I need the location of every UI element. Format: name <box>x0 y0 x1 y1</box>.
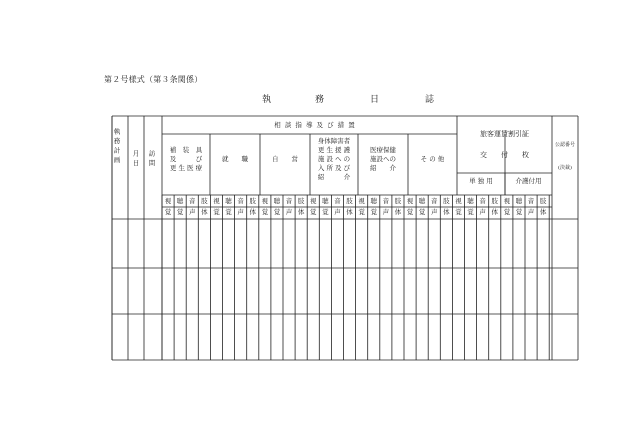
disability-label: 音 <box>237 197 244 205</box>
group-header-line: 就 職 <box>222 154 248 163</box>
disability-label: 肢 <box>394 197 402 205</box>
group-header-line: 施 設 へ の <box>317 154 351 163</box>
group-header-line: 紹 介 <box>317 172 351 181</box>
group-header-line: 施設への <box>370 154 396 163</box>
disability-label: 覚 <box>503 208 511 216</box>
form-number-label: 第２号様式（第３条関係） <box>104 75 203 84</box>
disability-label: 肢 <box>443 197 450 205</box>
disability-label: 覚 <box>273 208 281 216</box>
disability-label: 覚 <box>406 208 414 216</box>
disability-label: 覚 <box>358 208 365 216</box>
disability-label: 聴 <box>370 197 377 205</box>
remarks-header: 公認番号 <box>554 142 575 148</box>
disability-label: 聴 <box>225 197 232 205</box>
disability-label: 体 <box>443 208 450 216</box>
disability-label: 覚 <box>370 208 377 216</box>
disability-label: 声 <box>527 208 535 216</box>
disability-label: 視 <box>406 197 414 205</box>
disability-label: 音 <box>334 197 341 205</box>
disability-label: 視 <box>503 197 511 205</box>
solo-use-header: 単 独 用 <box>469 177 493 185</box>
disability-label: 覚 <box>467 208 474 216</box>
visit-column-header: 訪問 <box>147 150 156 169</box>
consultation-group-header: 相 談 指 導 及 び 措 置 <box>274 121 356 129</box>
disability-label: 覚 <box>322 208 329 216</box>
document-title-char-3: 日 <box>370 95 380 105</box>
disability-label: 音 <box>527 197 535 205</box>
disability-label: 肢 <box>539 197 547 205</box>
disability-label: 肢 <box>297 197 305 205</box>
disability-label: 視 <box>358 197 365 205</box>
disability-label: 覚 <box>225 208 232 216</box>
caregiver-use-header: 介護付用 <box>515 177 542 185</box>
group-header-line: 紹 介 <box>370 163 396 172</box>
month-day-column-header: 月日 <box>131 150 140 169</box>
disability-label: 肢 <box>249 197 256 205</box>
group-header-line: 更 生 医 療 <box>169 163 203 172</box>
group-header-line: 自 営 <box>272 154 298 163</box>
disability-label: 覚 <box>261 208 269 216</box>
remarks-header-2: (決裁) <box>558 165 572 171</box>
document-title-char-4: 誌 <box>425 95 435 105</box>
group-header-line: 補 装 具 <box>169 145 203 154</box>
group-header-line: そ の 他 <box>420 154 445 163</box>
group-header-line: 更 生 援 護 <box>317 145 351 154</box>
plan-column-header: 執務計画 <box>112 128 121 166</box>
disability-label: 視 <box>213 197 220 205</box>
disability-label: 声 <box>237 208 244 216</box>
disability-label: 覚 <box>309 208 317 216</box>
disability-label: 覚 <box>164 208 172 216</box>
document-title-char-1: 執 <box>262 95 272 105</box>
disability-label: 視 <box>309 197 317 205</box>
disability-label: 覚 <box>213 208 220 216</box>
disability-label: 覚 <box>515 208 523 216</box>
group-header-line: 医療保健 <box>370 145 396 154</box>
disability-label: 聴 <box>467 197 474 205</box>
group-header-line: 及 び <box>169 154 203 163</box>
disability-label: 聴 <box>322 197 329 205</box>
fare-discount-header: 旅客運賃割引証 <box>480 130 529 138</box>
disability-label: 体 <box>201 208 208 216</box>
disability-label: 声 <box>382 208 390 216</box>
disability-label: 肢 <box>491 197 498 205</box>
disability-label: 体 <box>249 208 256 216</box>
disability-label: 体 <box>539 208 547 216</box>
disability-label: 体 <box>491 208 498 216</box>
disability-label: 視 <box>164 197 172 205</box>
disability-label: 声 <box>334 208 341 216</box>
disability-label: 音 <box>430 197 438 205</box>
disability-label: 声 <box>479 208 486 216</box>
document-title-char-2: 務 <box>315 95 325 105</box>
disability-label: 肢 <box>201 197 208 205</box>
disability-label: 視 <box>455 197 462 205</box>
disability-label: 音 <box>188 197 196 205</box>
group-header-line: 身体障害者 <box>317 136 351 145</box>
disability-label: 覚 <box>455 208 462 216</box>
disability-label: 聴 <box>273 197 281 205</box>
disability-label: 視 <box>261 197 269 205</box>
fare-discount-header-2: 交 付 枚 <box>480 151 529 159</box>
disability-label: 聴 <box>515 197 523 205</box>
disability-label: 音 <box>285 197 293 205</box>
disability-label: 声 <box>188 208 196 216</box>
group-header-line: 入 所 及 び <box>317 163 351 172</box>
disability-label: 覚 <box>176 208 184 216</box>
disability-label: 体 <box>346 208 353 216</box>
disability-label: 音 <box>382 197 390 205</box>
disability-label: 聴 <box>418 197 426 205</box>
disability-label: 声 <box>285 208 293 216</box>
disability-label: 声 <box>430 208 438 216</box>
disability-label: 体 <box>394 208 402 216</box>
disability-label: 肢 <box>346 197 353 205</box>
disability-label: 聴 <box>176 197 184 205</box>
disability-label: 覚 <box>418 208 426 216</box>
disability-label: 音 <box>479 197 486 205</box>
disability-label: 体 <box>297 208 305 216</box>
